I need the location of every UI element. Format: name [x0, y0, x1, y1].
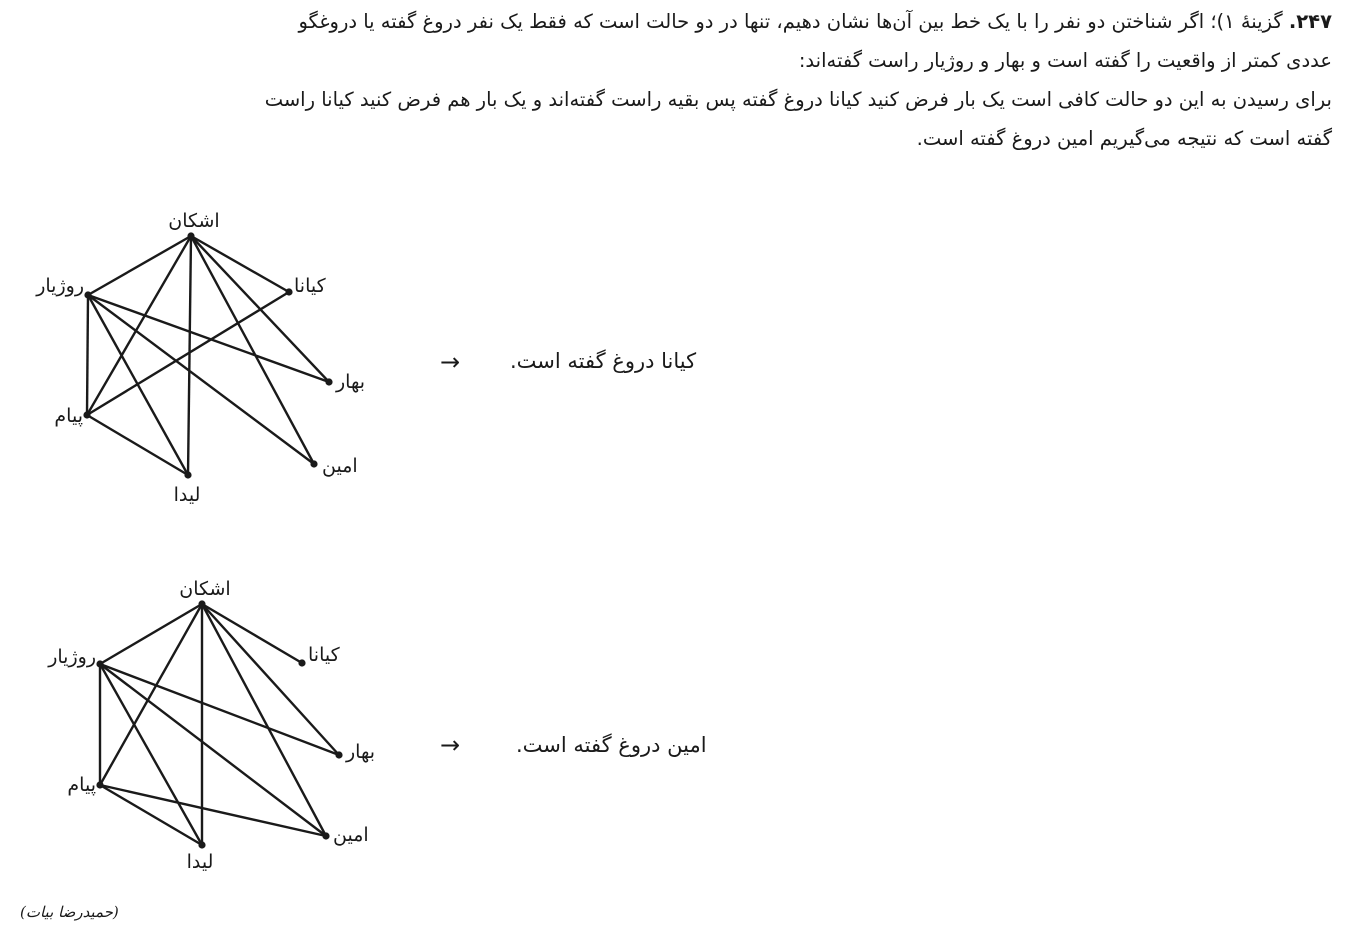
node-dot-ashkan [187, 232, 194, 239]
node-dot-bahar [335, 751, 342, 758]
solution-line-1 [14, 2, 1332, 41]
solution-line-1-text: گزینهٔ ۱)؛ اگر شناختن دو نفر را با یک خط بین آن‌ها نشان دهیم، تنها در دو حالت است که فقط یک نفر دروغ گفته یا دروغگو [298, 10, 1283, 33]
node-label-rozhyar: روژیار [36, 275, 84, 297]
node-label-bahar: بهار [346, 741, 376, 763]
node-label-lida: لیدا [173, 484, 201, 506]
edge-ashkan-rozhyar [100, 604, 202, 664]
author-signature: (حمیدرضا بیات) [20, 903, 119, 921]
node-dot-rozhyar [84, 291, 91, 298]
node-label-payam: پیام [67, 774, 96, 796]
node-label-rozhyar: روژیار [48, 646, 96, 668]
node-dot-amin [310, 460, 317, 467]
node-label-ashkan: اشکان [168, 210, 220, 232]
node-label-kiana: کیانا [294, 275, 326, 297]
node-dot-kiana [298, 659, 305, 666]
edge-ashkan-payam [100, 604, 202, 785]
node-label-amin: امین [322, 455, 358, 477]
result-text-2: امین دروغ گفته است. [516, 733, 707, 757]
graph-diagram-2 [0, 566, 420, 876]
node-dot-payam [83, 411, 90, 418]
graph-diagram-1 [0, 196, 420, 506]
node-dot-lida [198, 841, 205, 848]
node-dot-bahar [325, 378, 332, 385]
node-label-payam: پیام [54, 405, 83, 427]
node-dot-amin [322, 832, 329, 839]
node-dot-lida [184, 471, 191, 478]
solution-line-2: عددی کمتر از واقعیت را گفته است و بهار و روژیار راست گفته‌اند: [798, 49, 1332, 72]
arrow-icon-2: → [440, 731, 461, 759]
edge-payam-lida [87, 415, 188, 475]
node-label-lida: لیدا [186, 851, 214, 873]
node-label-bahar: بهار [336, 371, 366, 393]
node-label-ashkan: اشکان [179, 578, 231, 600]
edge-rozhyar-amin [88, 295, 314, 464]
question-number: ۲۴۷. [1288, 10, 1332, 33]
edge-ashkan-lida [188, 236, 191, 475]
edge-rozhyar-payam [87, 295, 88, 415]
node-dot-payam [96, 781, 103, 788]
node-label-amin: امین [333, 824, 369, 846]
result-text-1: کیانا دروغ گفته است. [510, 349, 697, 373]
node-dot-rozhyar [96, 660, 103, 667]
graph-edges [87, 236, 329, 475]
edge-ashkan-rozhyar [88, 236, 191, 295]
edge-rozhyar-bahar [100, 664, 339, 755]
arrow-icon-1: → [440, 348, 461, 376]
node-dot-kiana [285, 288, 292, 295]
graph-edges [100, 604, 339, 845]
edge-rozhyar-bahar [88, 295, 329, 382]
solution-line-3: برای رسیدن به این دو حالت کافی است یک بار فرض کنید کیانا دروغ گفته پس بقیه راست گفته‌اند و یک بار هم فرض کنید کیانا راست [264, 88, 1332, 111]
node-dot-ashkan [198, 600, 205, 607]
solution-paragraph [14, 2, 1332, 158]
edge-rozhyar-lida [100, 664, 202, 845]
edge-payam-lida [100, 785, 202, 845]
node-label-kiana: کیانا [308, 644, 340, 666]
solution-line-4: گفته است که نتیجه می‌گیریم امین دروغ گفته است. [916, 127, 1332, 150]
